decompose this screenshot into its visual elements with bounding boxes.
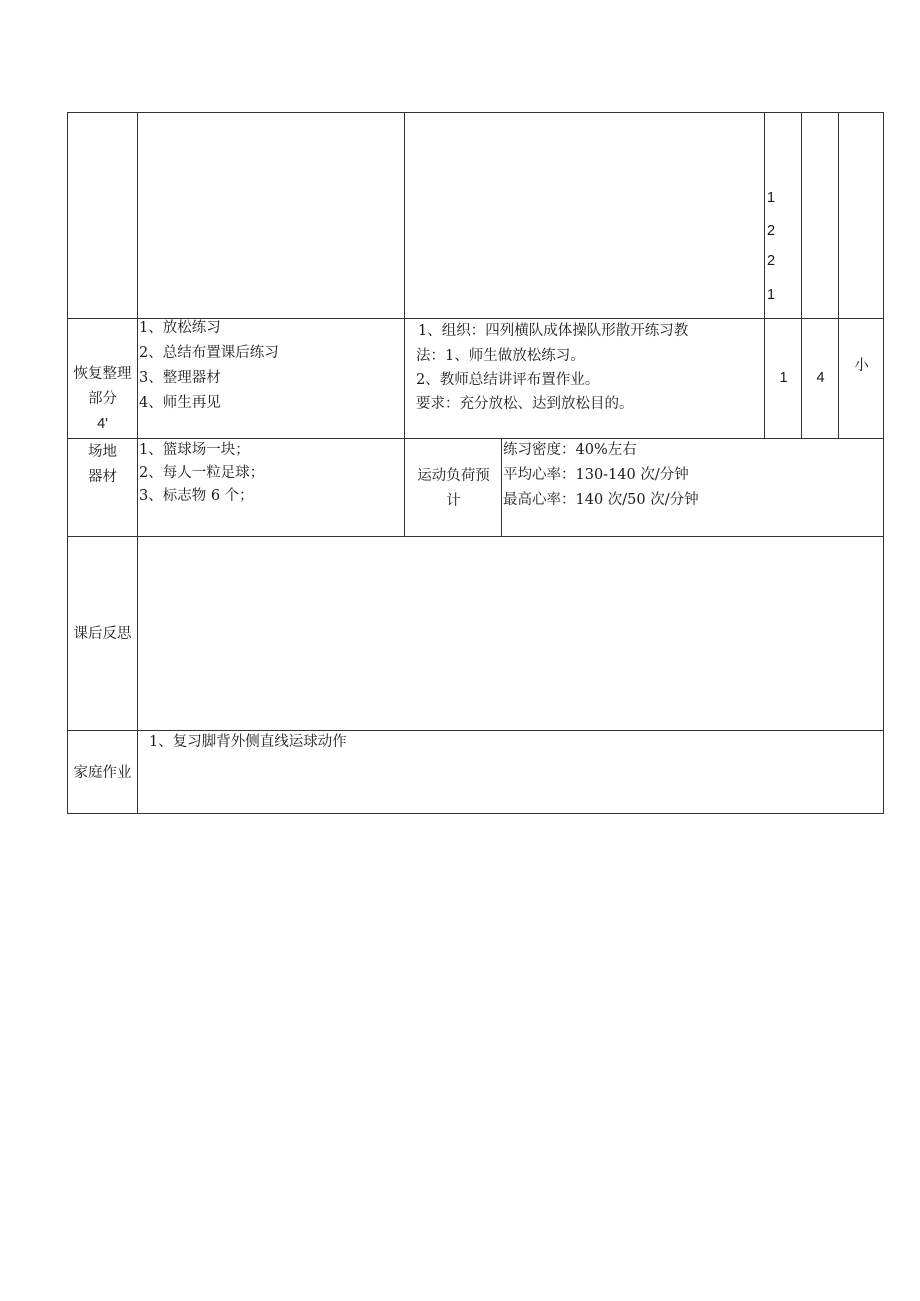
top-row-number-3: 2 [767,253,776,269]
recovery-content-item-1: 1、放松练习 [139,320,221,336]
homework-content: 1、复习脚背外侧直线运球动作 [149,734,347,750]
recovery-intensity: 小 [854,358,869,374]
venue-item-1: 1、篮球场一块； [139,442,250,458]
table-bottom-border [67,813,884,814]
load-item-max-heart-rate: 最高心率：140 次/50 次/分钟 [503,492,699,508]
recovery-method-line-3: 2、教师总结讲评布置作业。 [416,372,600,388]
top-row-number-4: 1 [767,287,776,303]
recovery-method-line-4: 要求：充分放松、达到放松目的。 [416,396,634,412]
load-label-line2: 计 [446,493,461,509]
recovery-content-item-3: 3、整理器材 [139,370,221,386]
recovery-method-line-2: 法：1、师生做放松练习。 [416,348,585,364]
venue-label-line1: 场地 [88,444,117,460]
table-top-border [67,112,884,113]
row-divider-reflection [67,536,884,537]
recovery-content-item-4: 4、师生再见 [139,395,221,411]
recovery-label-line2: 部分 [88,391,117,407]
recovery-minutes: 4 [816,370,825,386]
top-row-number-2: 2 [767,223,776,239]
top-row-number-1: 1 [767,190,776,206]
load-item-density: 练习密度：40%左右 [503,442,637,458]
recovery-content-item-2: 2、总结布置课后练习 [139,345,279,361]
venue-item-3: 3、标志物 6 个； [139,488,254,504]
recovery-label-line1: 恢复整理 [73,366,132,382]
load-label-line1: 运动负荷预 [417,468,490,484]
recovery-method-line-1: 1、组织：四列横队成体操队形散开练习教 [418,323,689,339]
load-item-avg-heart-rate: 平均心率：130-140 次/分钟 [503,467,689,483]
homework-label: 家庭作业 [73,765,132,781]
recovery-label-line3: 4' [97,416,108,432]
reflection-label: 课后反思 [73,626,132,642]
venue-item-2: 2、每人一粒足球； [139,465,265,481]
recovery-count: 1 [779,370,788,386]
table-right-border [883,112,884,814]
venue-label-line2: 器材 [88,469,117,485]
